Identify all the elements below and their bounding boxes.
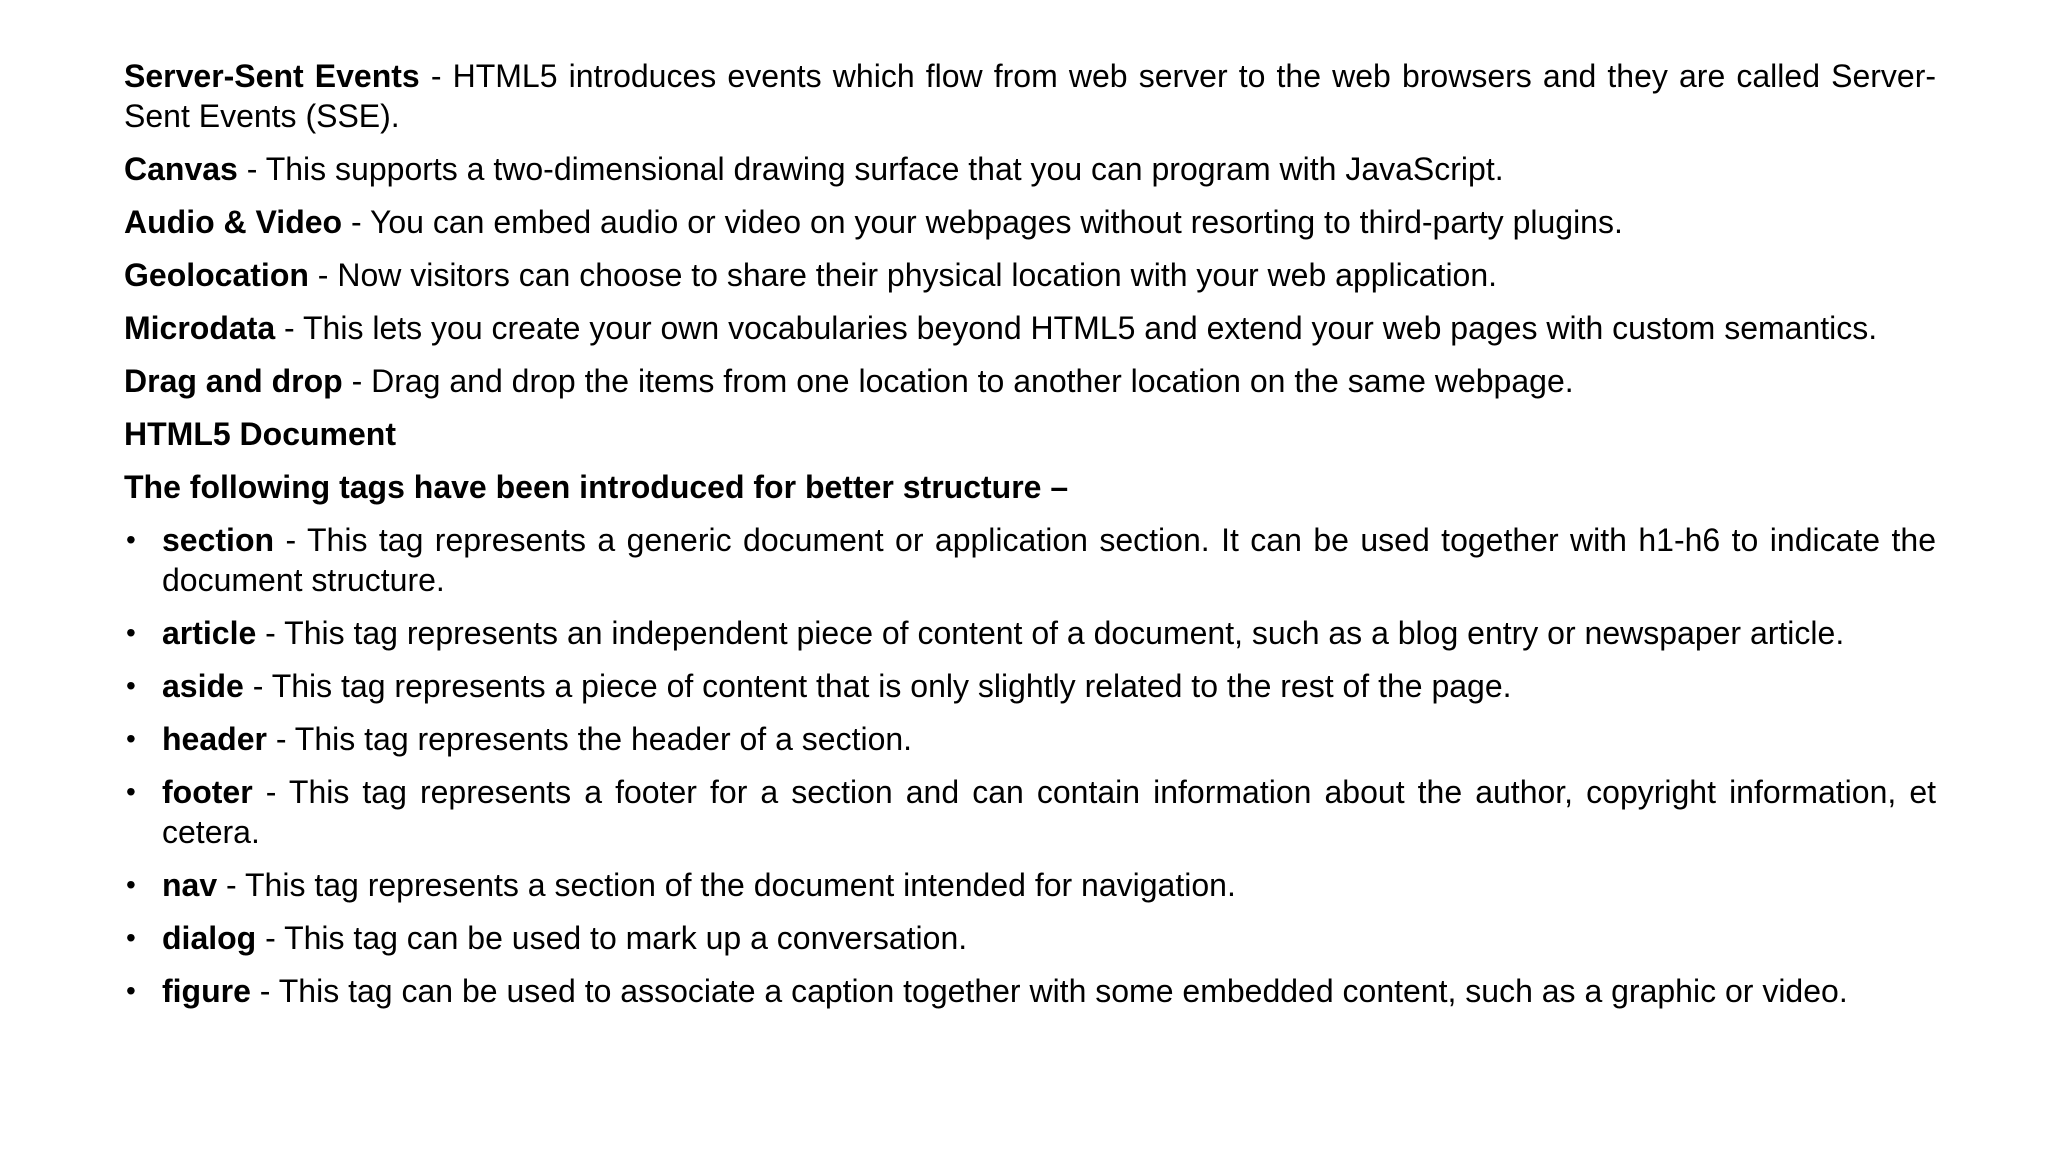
tag-separator: - (217, 867, 245, 903)
section-subheading: The following tags have been introduced for better structure – (124, 469, 1069, 505)
feature-term: Audio & Video (124, 204, 343, 240)
feature-description: HTML5 introduces events which flow from web server to the web browsers and they are called Server-Sent Events (SSE). (124, 58, 1937, 134)
tag-description: This tag represents an independent piece of content of a document, such as a blog entry or newspaper article. (284, 615, 1845, 651)
tag-item-nav (124, 865, 1936, 905)
feature-description: Drag and drop the items from one location to another location on the same webpage. (371, 363, 1574, 399)
tag-item-dialog (124, 918, 1936, 958)
tag-separator: - (266, 721, 295, 757)
tag-separator: - (256, 920, 285, 956)
tag-term: article (162, 615, 257, 651)
feature-separator: - (275, 310, 303, 346)
tag-item-article (124, 613, 1936, 653)
tag-item-footer (124, 772, 1936, 852)
tag-description: This tag represents the header of a section. (294, 721, 913, 757)
bullet-dot-icon: • (126, 617, 136, 648)
slide-content (124, 56, 1936, 1024)
tag-item-header (124, 719, 1936, 759)
feature-audio-video (124, 202, 1936, 242)
feature-separator: - (237, 151, 266, 187)
bullet-dot-icon: • (126, 524, 136, 555)
feature-separator: - (342, 363, 372, 399)
tag-term: nav (162, 867, 218, 903)
feature-separator: - (419, 58, 453, 94)
feature-server-sent-events (124, 56, 1936, 136)
feature-description: This supports a two-dimensional drawing surface that you can program with JavaScript. (265, 151, 1504, 187)
tag-term: dialog (162, 920, 257, 956)
section-heading: HTML5 Document (124, 416, 396, 452)
feature-term: Server-Sent Events (124, 58, 420, 94)
feature-separator: - (342, 204, 370, 240)
feature-drag-and-drop (124, 361, 1936, 401)
tag-item-figure (124, 971, 1936, 1011)
feature-term: Canvas (124, 151, 238, 187)
tag-separator: - (250, 973, 279, 1009)
tag-description: This tag represents a footer for a section and can contain information about the author, copyright information, et cetera. (162, 774, 1937, 850)
bullet-dot-icon: • (126, 776, 136, 807)
feature-description: This lets you create your own vocabularies beyond HTML5 and extend your web pages with custom semantics. (303, 310, 1878, 346)
feature-canvas (124, 149, 1936, 189)
tag-separator: - (243, 668, 272, 704)
tag-item-aside (124, 666, 1936, 706)
tag-term: header (162, 721, 267, 757)
feature-term: Geolocation (124, 257, 309, 293)
feature-separator: - (308, 257, 338, 293)
tag-term: section (162, 522, 275, 558)
tag-description: This tag can be used to mark up a conversation. (284, 920, 968, 956)
tag-term: figure (162, 973, 251, 1009)
feature-geolocation (124, 255, 1936, 295)
tag-description: This tag represents a generic document or application section. It can be used together with h1-h6 to indicate the document structure. (162, 522, 1936, 598)
tag-separator: - (274, 522, 307, 558)
tag-term: aside (162, 668, 244, 704)
feature-description: You can embed audio or video on your webpages without resorting to third-party plugins. (369, 204, 1623, 240)
feature-term: Microdata (124, 310, 276, 346)
tag-description: This tag represents a piece of content that is only slightly related to the rest of the page. (271, 668, 1512, 704)
bullet-dot-icon: • (126, 975, 136, 1006)
tag-term: footer (162, 774, 253, 810)
tag-description: This tag represents a section of the document intended for navigation. (245, 867, 1236, 903)
feature-term: Drag and drop (124, 363, 343, 399)
tag-separator: - (252, 774, 289, 810)
feature-description: Now visitors can choose to share their physical location with your web application. (337, 257, 1498, 293)
feature-microdata (124, 308, 1936, 348)
tag-description: This tag can be used to associate a caption together with some embedded content, such as a graphic or video. (278, 973, 1848, 1009)
tag-list (124, 520, 1936, 1011)
bullet-dot-icon: • (126, 670, 136, 701)
tag-item-section (124, 520, 1936, 600)
bullet-dot-icon: • (126, 723, 136, 754)
bullet-dot-icon: • (126, 922, 136, 953)
bullet-dot-icon: • (126, 869, 136, 900)
tag-separator: - (256, 615, 285, 651)
